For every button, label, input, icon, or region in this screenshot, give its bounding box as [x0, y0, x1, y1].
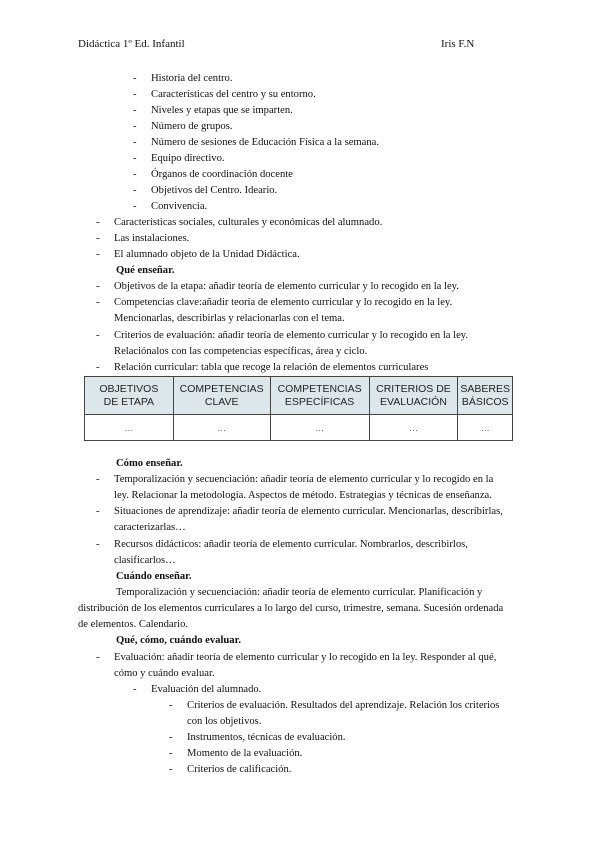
list-item: Número de grupos. — [151, 121, 233, 132]
list-item-cont: con los objetivos. — [187, 716, 262, 727]
list-item: El alumnado objeto de la Unidad Didáctica. — [114, 249, 300, 260]
section-heading-evaluar: Qué, cómo, cuándo evaluar. — [116, 635, 241, 646]
bullet: - — [133, 201, 137, 212]
bullet: - — [169, 700, 173, 711]
bullet: - — [133, 684, 137, 695]
paragraph-line: Temporalización y secuenciación: añadir teoría de elemento curricular. Planificación y — [116, 587, 483, 598]
list-item: Las instalaciones. — [114, 233, 190, 244]
list-item: Objetivos de la etapa: añadir teoría de elemento curricular y lo recogido en la ley. — [114, 281, 459, 292]
list-item: Temporalización y secuenciación: añadir teoría de elemento curricular y lo recogido en la — [114, 474, 494, 485]
list-item: Criterios de evaluación: añadir teoría de elemento curricular y lo recogido en la ley. — [114, 330, 469, 341]
list-item-cont: cómo y cuándo evaluar. — [114, 668, 215, 679]
bullet: - — [96, 506, 100, 517]
list-item: Historia del centro. — [151, 73, 233, 84]
list-item: Relación curricular: tabla que recoge la relación de elementos curriculares — [114, 362, 429, 373]
list-item: Características sociales, culturales y económicas del alumnado. — [114, 217, 383, 228]
bullet: - — [96, 233, 100, 244]
bullet: - — [133, 121, 137, 132]
bullet: - — [169, 764, 173, 775]
table-header-cell: CRITERIOS DE EVALUACIÓN — [369, 377, 458, 415]
table-header-cell: COMPETENCIAS CLAVE — [173, 377, 270, 415]
list-item-cont: Relaciónalos con las competencias específicas, área y ciclo. — [114, 346, 368, 357]
curricular-table — [84, 376, 513, 441]
bullet: - — [133, 185, 137, 196]
list-item: Convivencia. — [151, 201, 208, 212]
list-item: Competencias clave:añadir teoría de elemento curricular y lo recogido en la ley. — [114, 297, 453, 308]
bullet: - — [96, 281, 100, 292]
list-item: Instrumentos, técnicas de evaluación. — [187, 732, 346, 743]
header-author: Iris F.N — [441, 38, 475, 50]
bullet: - — [133, 105, 137, 116]
list-item: Criterios de evaluación. Resultados del aprendizaje. Relación los criterios — [187, 700, 500, 711]
bullet: - — [133, 153, 137, 164]
bullet: - — [133, 73, 137, 84]
list-item: Evaluación: añadir teoría de elemento curricular y lo recogido en la ley. Responder al qué, — [114, 652, 497, 663]
table-cell: … — [85, 415, 174, 441]
table-header-cell: OBJETIVOS DE ETAPA — [85, 377, 174, 415]
list-item: Criterios de calificación. — [187, 764, 292, 775]
list-item: Niveles y etapas que se imparten. — [151, 105, 293, 116]
bullet: - — [96, 474, 100, 485]
list-item: Objetivos del Centro. Ideario. — [151, 185, 278, 196]
bullet: - — [133, 89, 137, 100]
list-item: Situaciones de aprendizaje: añadir teoría de elemento curricular. Mencionarlas, describirlas, — [114, 506, 503, 517]
list-item: Evaluación del alumnado. — [151, 684, 262, 695]
bullet: - — [169, 748, 173, 759]
table-cell: … — [270, 415, 369, 441]
header-title: Didáctica 1º Ed. Infantil — [78, 38, 185, 50]
paragraph-line: de elementos. Calendario. — [78, 619, 189, 630]
table-cell: … — [369, 415, 458, 441]
bullet: - — [133, 137, 137, 148]
bullet: - — [96, 652, 100, 663]
section-heading-como: Cómo enseñar. — [116, 458, 183, 469]
list-item: Recursos didácticos: añadir teoría de elemento curricular. Nombrarlos, describirlos, — [114, 539, 468, 550]
table-cell: … — [458, 415, 513, 441]
table-header-cell: SABERES BÁSICOS — [458, 377, 513, 415]
list-item-cont: clasificarlos… — [114, 555, 176, 566]
section-heading-cuando: Cuándo enseñar. — [116, 571, 192, 582]
list-item: Equipo directivo. — [151, 153, 225, 164]
list-item: Características del centro y su entorno. — [151, 89, 316, 100]
table-cell: … — [173, 415, 270, 441]
bullet: - — [169, 732, 173, 743]
bullet: - — [133, 169, 137, 180]
list-item-cont: Mencionarlas, describirlas y relacionarlas con el tema. — [114, 313, 345, 324]
list-item: Número de sesiones de Educación Física a la semana. — [151, 137, 379, 148]
bullet: - — [96, 362, 100, 373]
table-header-row — [85, 377, 513, 415]
list-item: Momento de la evaluación. — [187, 748, 303, 759]
bullet: - — [96, 539, 100, 550]
paragraph-line: distribución de los elementos curriculares a lo largo del curso, trimestre, semana. Sucesión ordenada — [78, 603, 504, 614]
bullet: - — [96, 330, 100, 341]
table-row — [85, 415, 513, 441]
bullet: - — [96, 249, 100, 260]
section-heading-que: Qué enseñar. — [116, 265, 175, 276]
list-item: Órganos de coordinación docente — [151, 169, 293, 180]
list-item-cont: caracterizarlas… — [114, 522, 186, 533]
list-item-cont: ley. Relacionar la metodología. Aspectos de método. Estrategias y técnicas de enseñanza. — [114, 490, 492, 501]
table-header-cell: COMPETENCIAS ESPECÍFICAS — [270, 377, 369, 415]
bullet: - — [96, 297, 100, 308]
bullet: - — [96, 217, 100, 228]
